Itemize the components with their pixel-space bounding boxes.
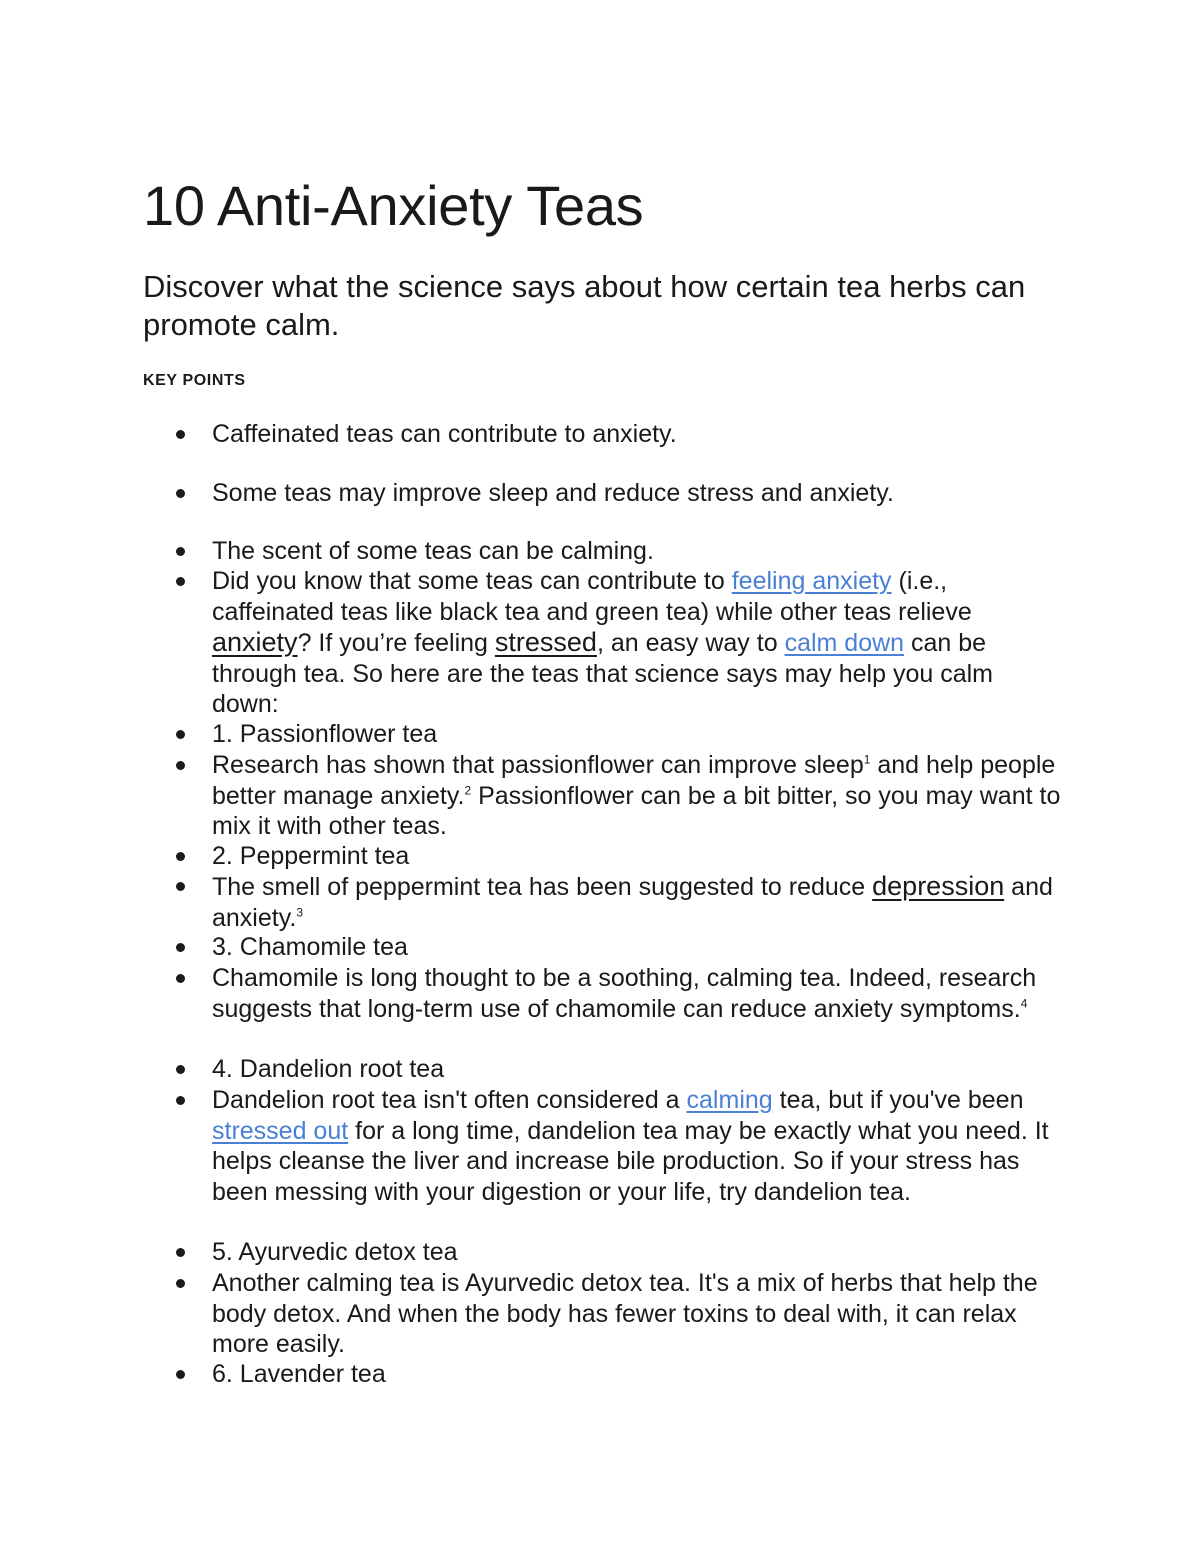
bullet-text: The scent of some teas can be calming. <box>212 537 654 565</box>
footnote-ref: 4 <box>1020 996 1028 1011</box>
list-item <box>212 750 1062 842</box>
bullet-text: and help people better manage anxiety. <box>212 751 1056 810</box>
list-item <box>212 871 1062 933</box>
feeling-anxiety-link[interactable]: feeling anxiety <box>731 567 892 595</box>
bullet-text: Did you know that some teas can contribute to <box>212 567 732 595</box>
bullet-text: 1. Passionflower tea <box>212 720 438 748</box>
page-subtitle: Discover what the science says about how certain tea herbs can promote calm. <box>143 269 1026 342</box>
list-item <box>212 1085 1062 1207</box>
anxiety-term: anxiety <box>212 627 298 657</box>
list-item <box>212 1054 1062 1085</box>
list-item <box>212 419 1062 450</box>
bullet-text: can be through tea. So here are the teas that science says may help you calm down: <box>212 629 993 718</box>
list-item <box>212 963 1062 1024</box>
calm-down-link[interactable]: calm down <box>784 629 905 657</box>
bullet-text: Caffeinated teas can contribute to anxiety. <box>212 420 677 448</box>
key-points-label: KEY POINTS <box>143 372 246 389</box>
bullet-text: tea, but if you've been <box>772 1086 1024 1114</box>
list-item <box>212 1359 1062 1390</box>
list-item <box>212 932 1062 963</box>
bullet-text: Some teas may improve sleep and reduce stress and anxiety. <box>212 479 894 507</box>
bullet-text: 3. Chamomile tea <box>212 933 408 961</box>
bullet-text: Dandelion root tea isn't often considered a <box>212 1086 687 1114</box>
bullet-text: (i.e., caffeinated teas like black tea and green tea) while other teas relieve <box>212 567 972 626</box>
bullet-text: 5. Ayurvedic detox tea <box>212 1238 458 1266</box>
list-item <box>212 719 1062 750</box>
list-item <box>212 1237 1062 1268</box>
depression-term: depression <box>872 871 1005 901</box>
calming-link[interactable]: calming <box>686 1086 773 1114</box>
bullet-text: 2. Peppermint tea <box>212 842 410 870</box>
stressed-term: stressed <box>494 627 597 657</box>
list-item <box>212 841 1062 872</box>
bullet-text: 4. Dandelion root tea <box>212 1055 445 1083</box>
bullet-text: Passionflower can be a bit bitter, so you may want to mix it with other teas. <box>212 781 1061 840</box>
bullet-text: and anxiety. <box>212 873 1053 932</box>
bullet-text: The smell of peppermint tea has been suggested to reduce <box>212 873 873 901</box>
bullet-text: , an easy way to <box>596 629 785 657</box>
footnote-ref: 1 <box>863 752 871 767</box>
footnote-ref: 3 <box>296 905 303 920</box>
list-item <box>212 566 1062 720</box>
list-item <box>212 536 1062 567</box>
bullet-text: Chamomile is long thought to be a soothing, calming tea. Indeed, research suggests that long-term use of chamomile can reduce anxiety symptoms. <box>212 964 1037 1023</box>
footnote-ref: 2 <box>464 783 472 798</box>
bullet-text: 6. Lavender tea <box>212 1360 386 1388</box>
list-item <box>212 478 1062 509</box>
stressed-out-link[interactable]: stressed out <box>212 1116 349 1145</box>
bullet-text: Research has shown that passionflower can improve sleep <box>212 751 864 779</box>
bullet-text: for a long time, dandelion tea may be exactly what you need. It helps cleanse the liver and increase bile production. So if your stress has been messing with your digestion or your life, try dandelion tea. <box>212 1116 1049 1206</box>
page-title: 10 Anti-Anxiety Teas <box>143 174 644 237</box>
list-item <box>212 1268 1062 1360</box>
bullet-text: Another calming tea is Ayurvedic detox tea. It's a mix of herbs that help the body detox. And when the body has fewer toxins to deal with, it can relax more easily. <box>212 1269 1038 1358</box>
bullet-text: ? If you’re feeling <box>297 629 495 657</box>
